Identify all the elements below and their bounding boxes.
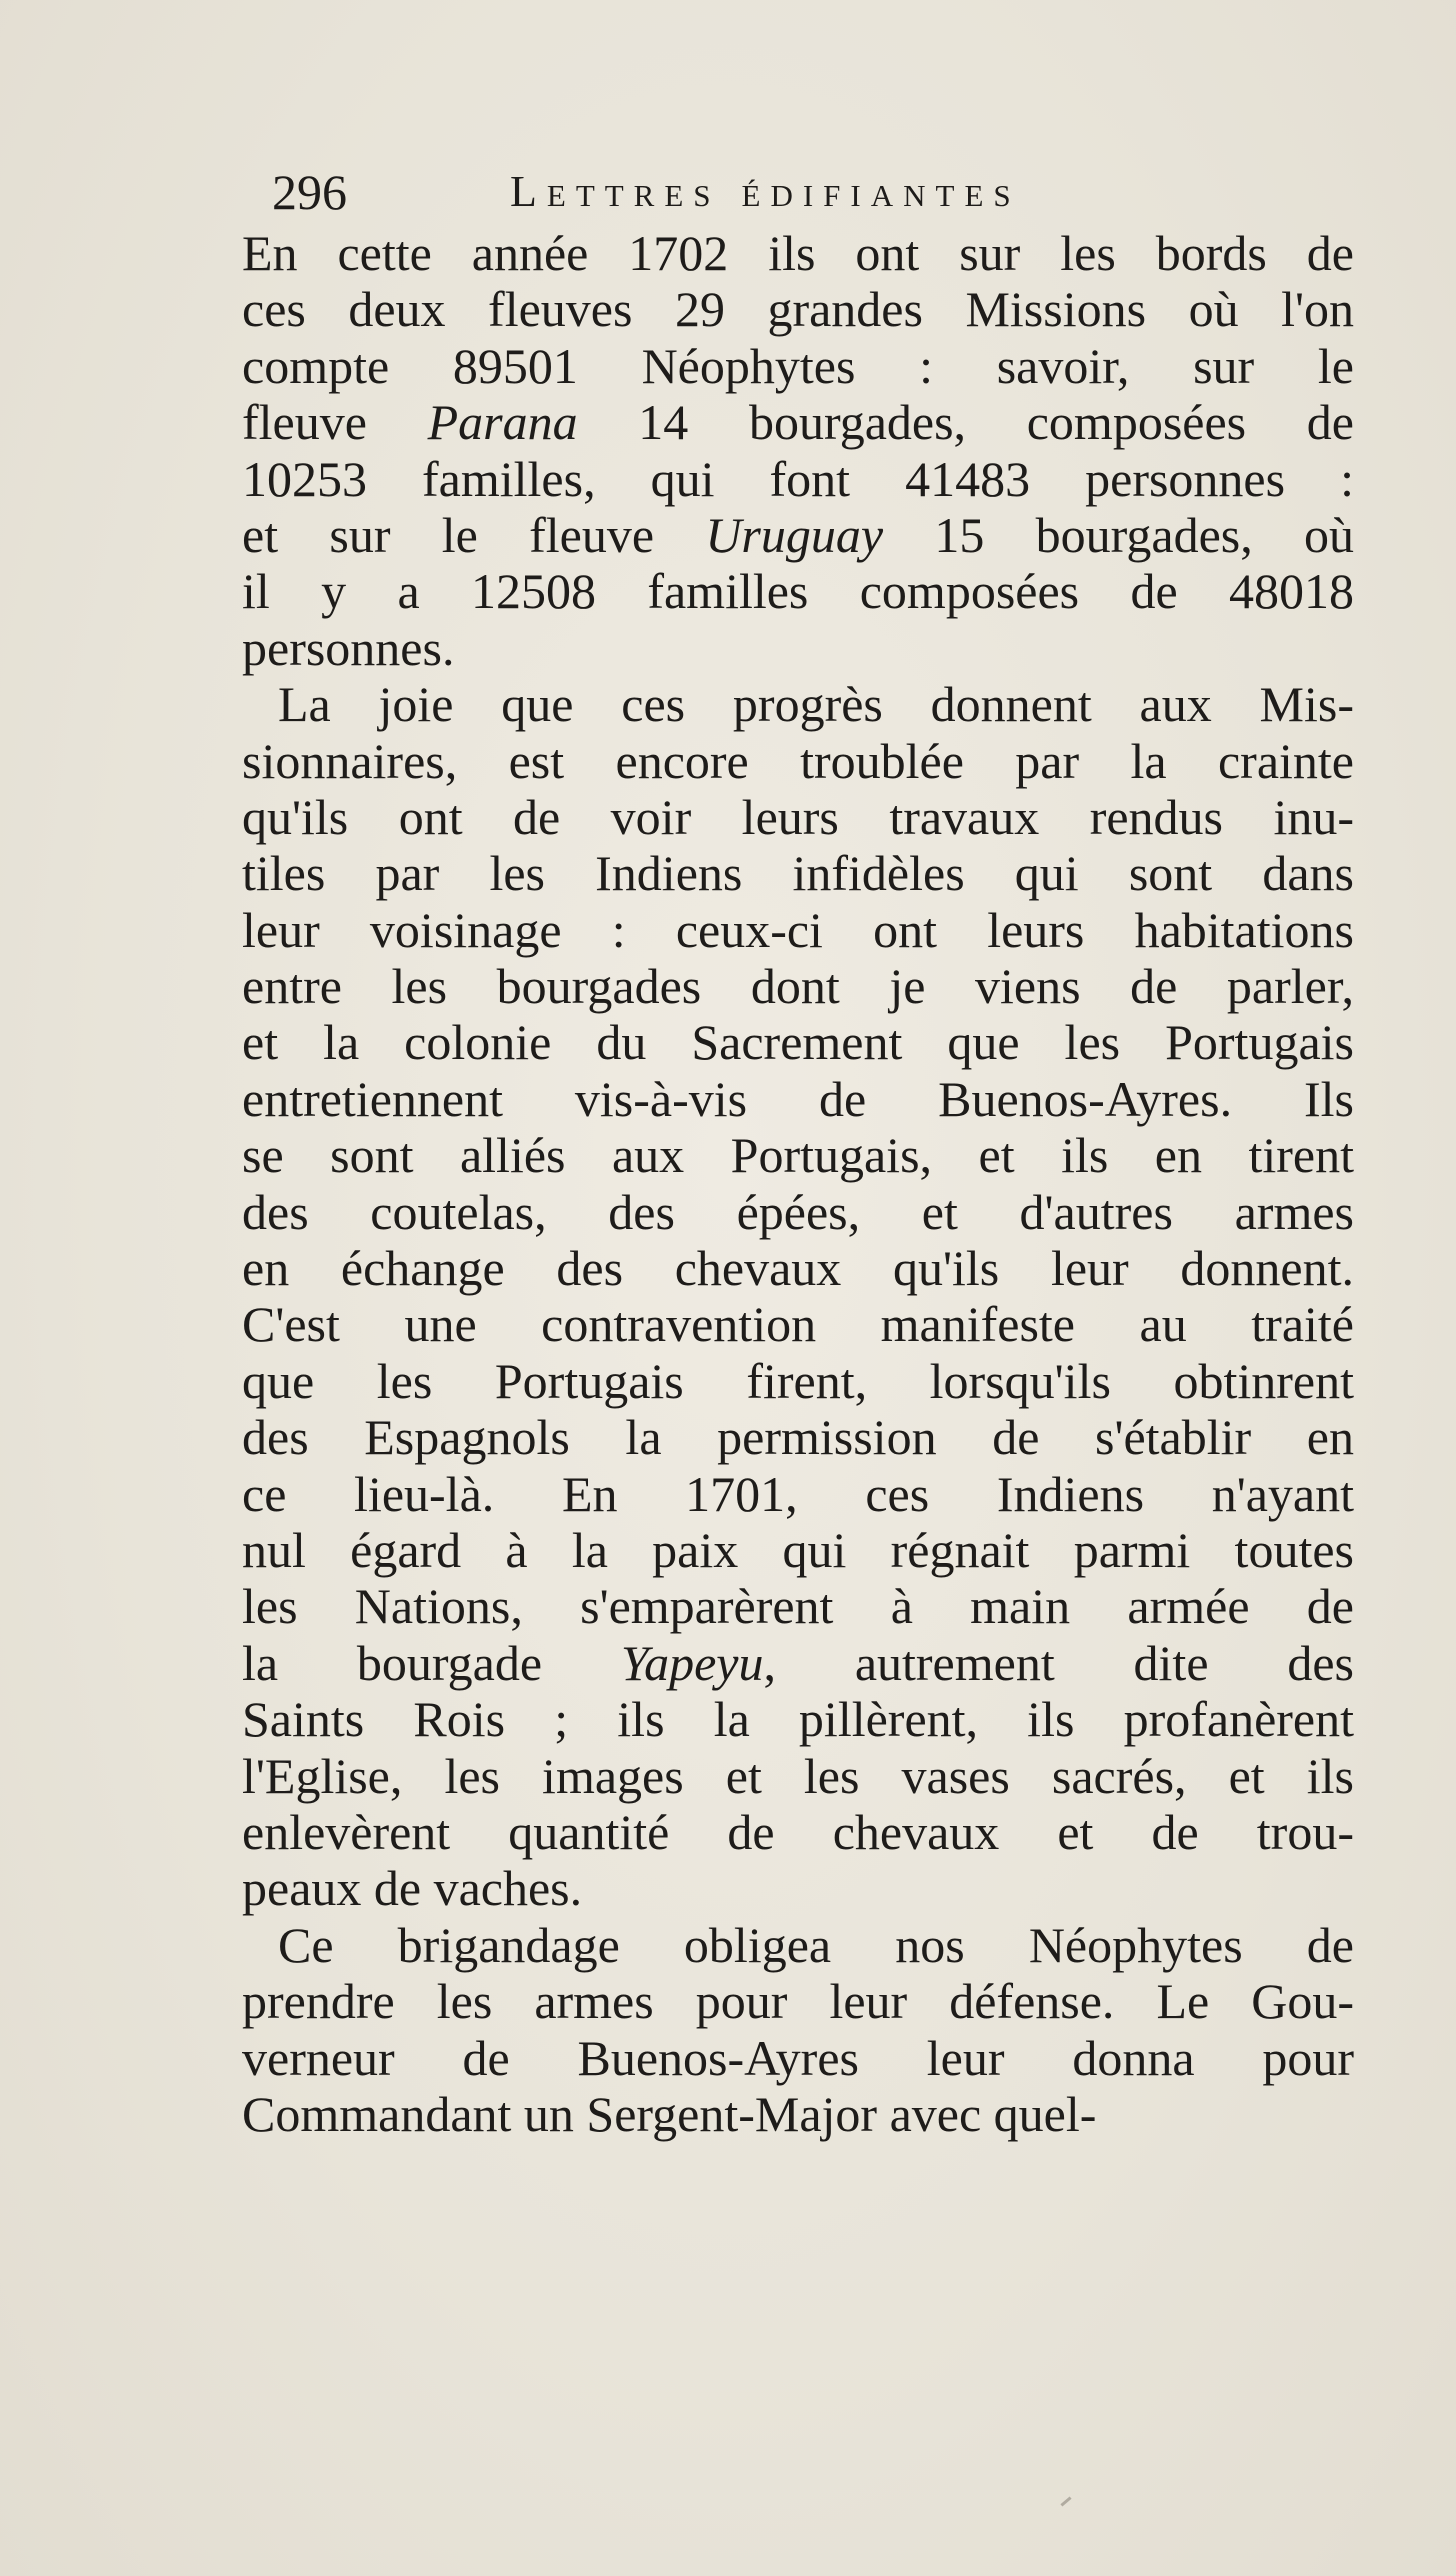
text-line: La joie que ces progrès donnent aux Mis- bbox=[278, 676, 1354, 733]
italic-place-name: Yapeyu bbox=[620, 1634, 764, 1691]
text-line: C'est une contravention manifeste au traité bbox=[242, 1296, 1354, 1353]
text-line: que les Portugais firent, lorsqu'ils obtinrent bbox=[242, 1352, 1354, 1409]
text-segment: 15 bourgades, où bbox=[883, 506, 1354, 563]
italic-place-name: Parana bbox=[427, 394, 578, 451]
text-segment: , autrement dite des bbox=[763, 1634, 1354, 1691]
body-text bbox=[242, 225, 1354, 2142]
text-segment: fleuve bbox=[242, 394, 428, 451]
text-line: entre les bourgades dont je viens de parler, bbox=[242, 958, 1354, 1015]
text-line: Ce brigandage obligea nos Néophytes de bbox=[278, 1916, 1354, 1973]
text-line: tiles par les Indiens infidèles qui sont dans bbox=[242, 845, 1354, 902]
text-line: 10253 familles, qui font 41483 personnes : bbox=[242, 450, 1354, 507]
text-line: entretiennent vis-à-vis de Buenos-Ayres. Ils bbox=[242, 1070, 1354, 1127]
text-line: et la colonie du Sacrement que les Portugais bbox=[242, 1014, 1354, 1071]
text-line: ce lieu-là. En 1701, ces Indiens n'ayant bbox=[242, 1465, 1354, 1522]
text-line: des Espagnols la permission de s'établir en bbox=[242, 1409, 1354, 1466]
text-line: personnes. bbox=[242, 619, 455, 676]
text-line: En cette année 1702 ils ont sur les bords de bbox=[242, 225, 1354, 281]
text-line: prendre les armes pour leur défense. Le Gou- bbox=[242, 1973, 1354, 2030]
text-line bbox=[242, 394, 1354, 450]
text-line: Commandant un Sergent-Major avec quel- bbox=[242, 2085, 1097, 2142]
text-line: en échange des chevaux qu'ils leur donnent. bbox=[242, 1240, 1354, 1297]
text-line: Saints Rois ; ils la pillèrent, ils profanèrent bbox=[242, 1691, 1354, 1748]
text-line: enlevèrent quantité de chevaux et de trou- bbox=[242, 1803, 1354, 1860]
running-title: Lettres édifiantes bbox=[510, 167, 1021, 216]
text-line: se sont alliés aux Portugais, et ils en tirent bbox=[242, 1127, 1354, 1184]
italic-place-name: Uruguay bbox=[705, 506, 884, 563]
text-line: qu'ils ont de voir leurs travaux rendus inu- bbox=[242, 788, 1354, 845]
text-line: peaux de vaches. bbox=[242, 1860, 583, 1917]
text-line: ces deux fleuves 29 grandes Missions où l'on bbox=[242, 281, 1354, 338]
text-line: nul égard à la paix qui régnait parmi toutes bbox=[242, 1521, 1354, 1578]
text-line: sionnaires, est encore troublée par la crainte bbox=[242, 732, 1354, 789]
text-segment: la bourgade bbox=[242, 1634, 621, 1691]
text-line: verneur de Buenos-Ayres leur donna pour bbox=[242, 2029, 1354, 2086]
text-segment: 14 bourgades, composées de bbox=[577, 394, 1354, 451]
text-line: l'Eglise, les images et les vases sacrés, et ils bbox=[242, 1747, 1354, 1804]
page-number: 296 bbox=[272, 164, 347, 220]
page-header bbox=[272, 160, 1212, 224]
text-line bbox=[242, 507, 1354, 563]
text-line bbox=[242, 1635, 1354, 1691]
text-line: compte 89501 Néophytes : savoir, sur le bbox=[242, 337, 1354, 394]
text-line: leur voisinage : ceux-ci ont leurs habitations bbox=[242, 901, 1354, 958]
paper-speck bbox=[1060, 2496, 1071, 2506]
text-line: il y a 12508 familles composées de 48018 bbox=[242, 563, 1354, 620]
text-line: les Nations, s'emparèrent à main armée de bbox=[242, 1578, 1354, 1635]
text-segment: et sur le fleuve bbox=[242, 506, 706, 563]
text-line: des coutelas, des épées, et d'autres armes bbox=[242, 1183, 1354, 1240]
